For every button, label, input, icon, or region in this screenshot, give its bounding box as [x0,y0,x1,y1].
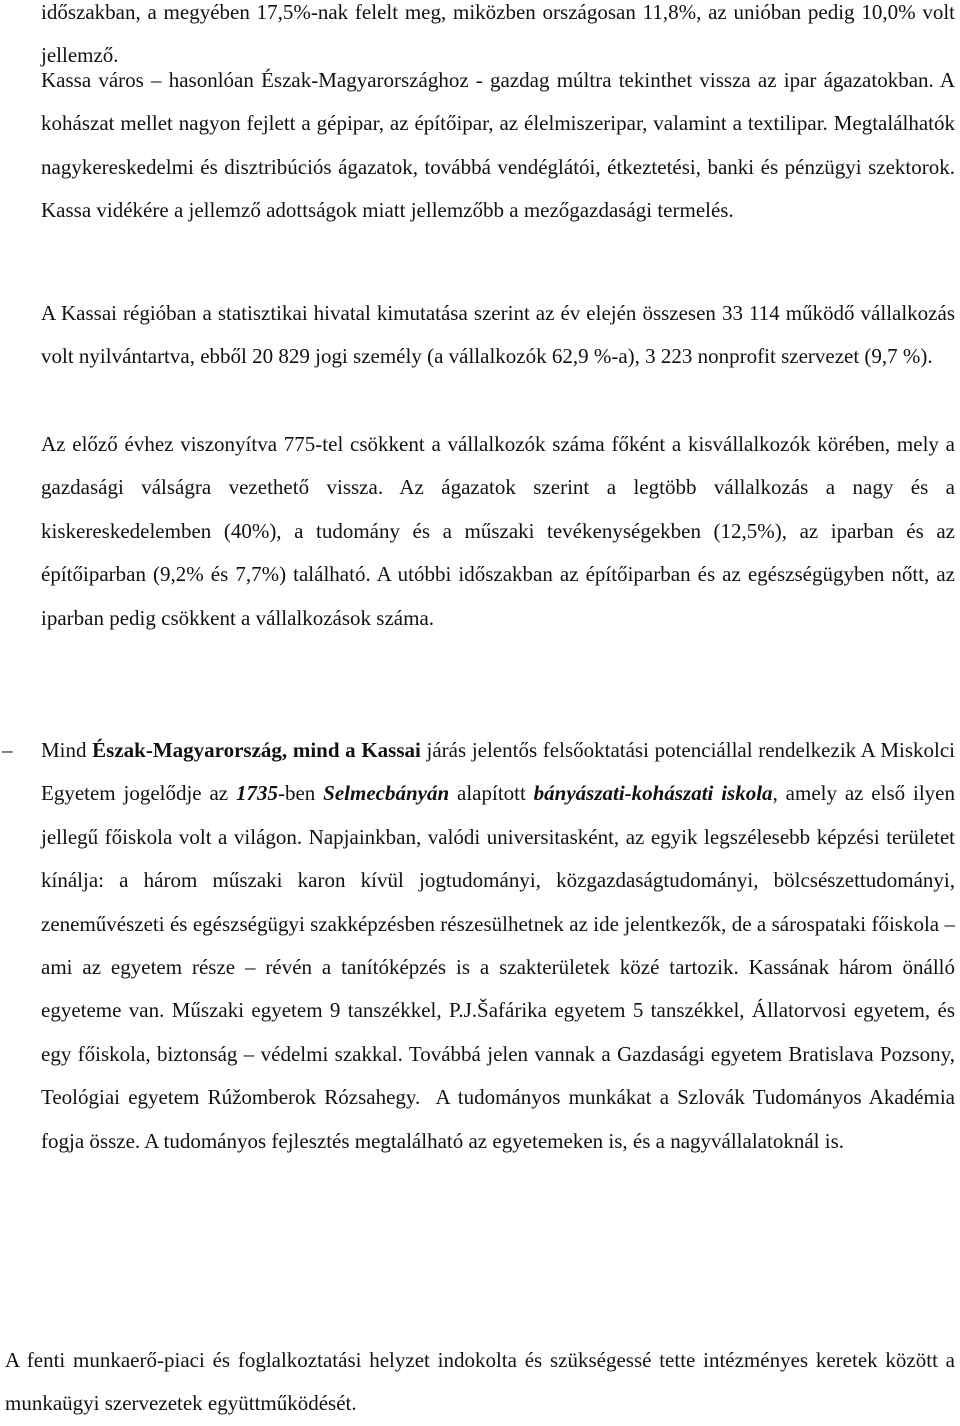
text-fragment: alapított [449,781,534,806]
list-dash-bullet: – [2,738,13,762]
text-fragment: Mind [41,738,93,762]
bold-phrase-regions: Észak-Magyarország, mind a Kassai [92,738,421,762]
paragraph-kassa-companies: A Kassai régióban a statisztikai hivatal kimutatása szerint az év elején összesen 33 114 működő vállalkozás volt nyilvántartva, ebből 20 829 jogi személy (a vállalkozók 62,9 %-a), 3 223 nonprofit szervezet (9,7 %). [41,301,955,369]
bold-italic-year: 1735 [235,781,278,806]
paragraph-higher-education [41,729,960,1163]
paragraph-company-change: Az előző évhez viszonyítva 775-tel csökkent a vállalkozók száma főként a kisvállalkozók körében, mely a gazdasági válságra vezethető vissza. Az ágazatok szerint a legtöbb vállalkozás a nagy és a kiskereskedelemben (40%), a tudomány és a műszaki tevékenységekben (12,5%), az iparban és az építőiparban (9,2% és 7,7%) található. A utóbbi időszakban az építőiparban és az egészségügyben nőtt, az iparban pedig csökkent a vállalkozások száma. [41,432,955,630]
bold-italic-school: bányászati-kohászati iskola [533,781,773,806]
paragraph-conclusion: A fenti munkaerő-piaci és foglalkoztatási helyzet indokolta és szükségessé tette intézményes keretek között a munkaügyi szervezetek együttműködését. [5,1348,955,1416]
paragraph-kassa-city: Kassa város – hasonlóan Észak-Magyarországhoz - gazdag múltra tekinthet vissza az ipar ágazatokban. A kohászat mellet nagyon fejlett a gépipar, az építőipar, az élelmiszeripar, valamint a textilipar. Megtalálhatók nagykereskedelmi és disztribúciós ágazatok, továbbá vendéglátói, étkeztetési, banki és pénzügyi szektorok. Kassa vidékére a jellemző adottságok miatt jellemzőbb a mezőgazdasági termelés. [41,68,955,223]
bold-italic-town: Selmecbányán [323,781,450,806]
text-fragment: , amely az első ilyen jellegű főiskola volt a világon. Napjainkban, valódi universitasként, az egyik legszélesebb képzési területet kínálja: a három műszaki karon kívül jogtudományi, közgazdaságtudományi, bölcsészettudományi, zeneművészeti és egészségügyi szakképzésben részesülhetnek az ide jelentkezők, de a sárospataki főiskola – ami az egyetem része – révén a tanítóképzés is a szakterületek közé tartozik. Kassának három önálló egyeteme van. Műszaki egyetem 9 tanszékkel, P.J.Šafárika egyetem 5 tanszékkel, Állatorvosi egyetem, és egy főiskola, biztonság – védelmi szakkal. Továbbá jelen vannak a Gazdasági egyetem Bratislava Pozsony, Teológiai egyetem Rúžomberok Rózsahegy. A tudományos munkákat a Szlovák Tudományos Akadémia fogja össze. A tudományos fejlesztés megtalálható az egyetemeken is, és a nagyvállalatoknál is. [41,781,960,1153]
paragraph-continuation: időszakban, a megyében 17,5%-nak felelt meg, miközben országosan 11,8%, az unióban pedig 10,0% volt jellemző. [41,0,955,68]
text-fragment: -ben [277,781,324,806]
text-fragment: járás jelentős felsőoktatási potenciállal rendelkezik A Miskolci Egyetem jogelődje az [41,738,960,806]
